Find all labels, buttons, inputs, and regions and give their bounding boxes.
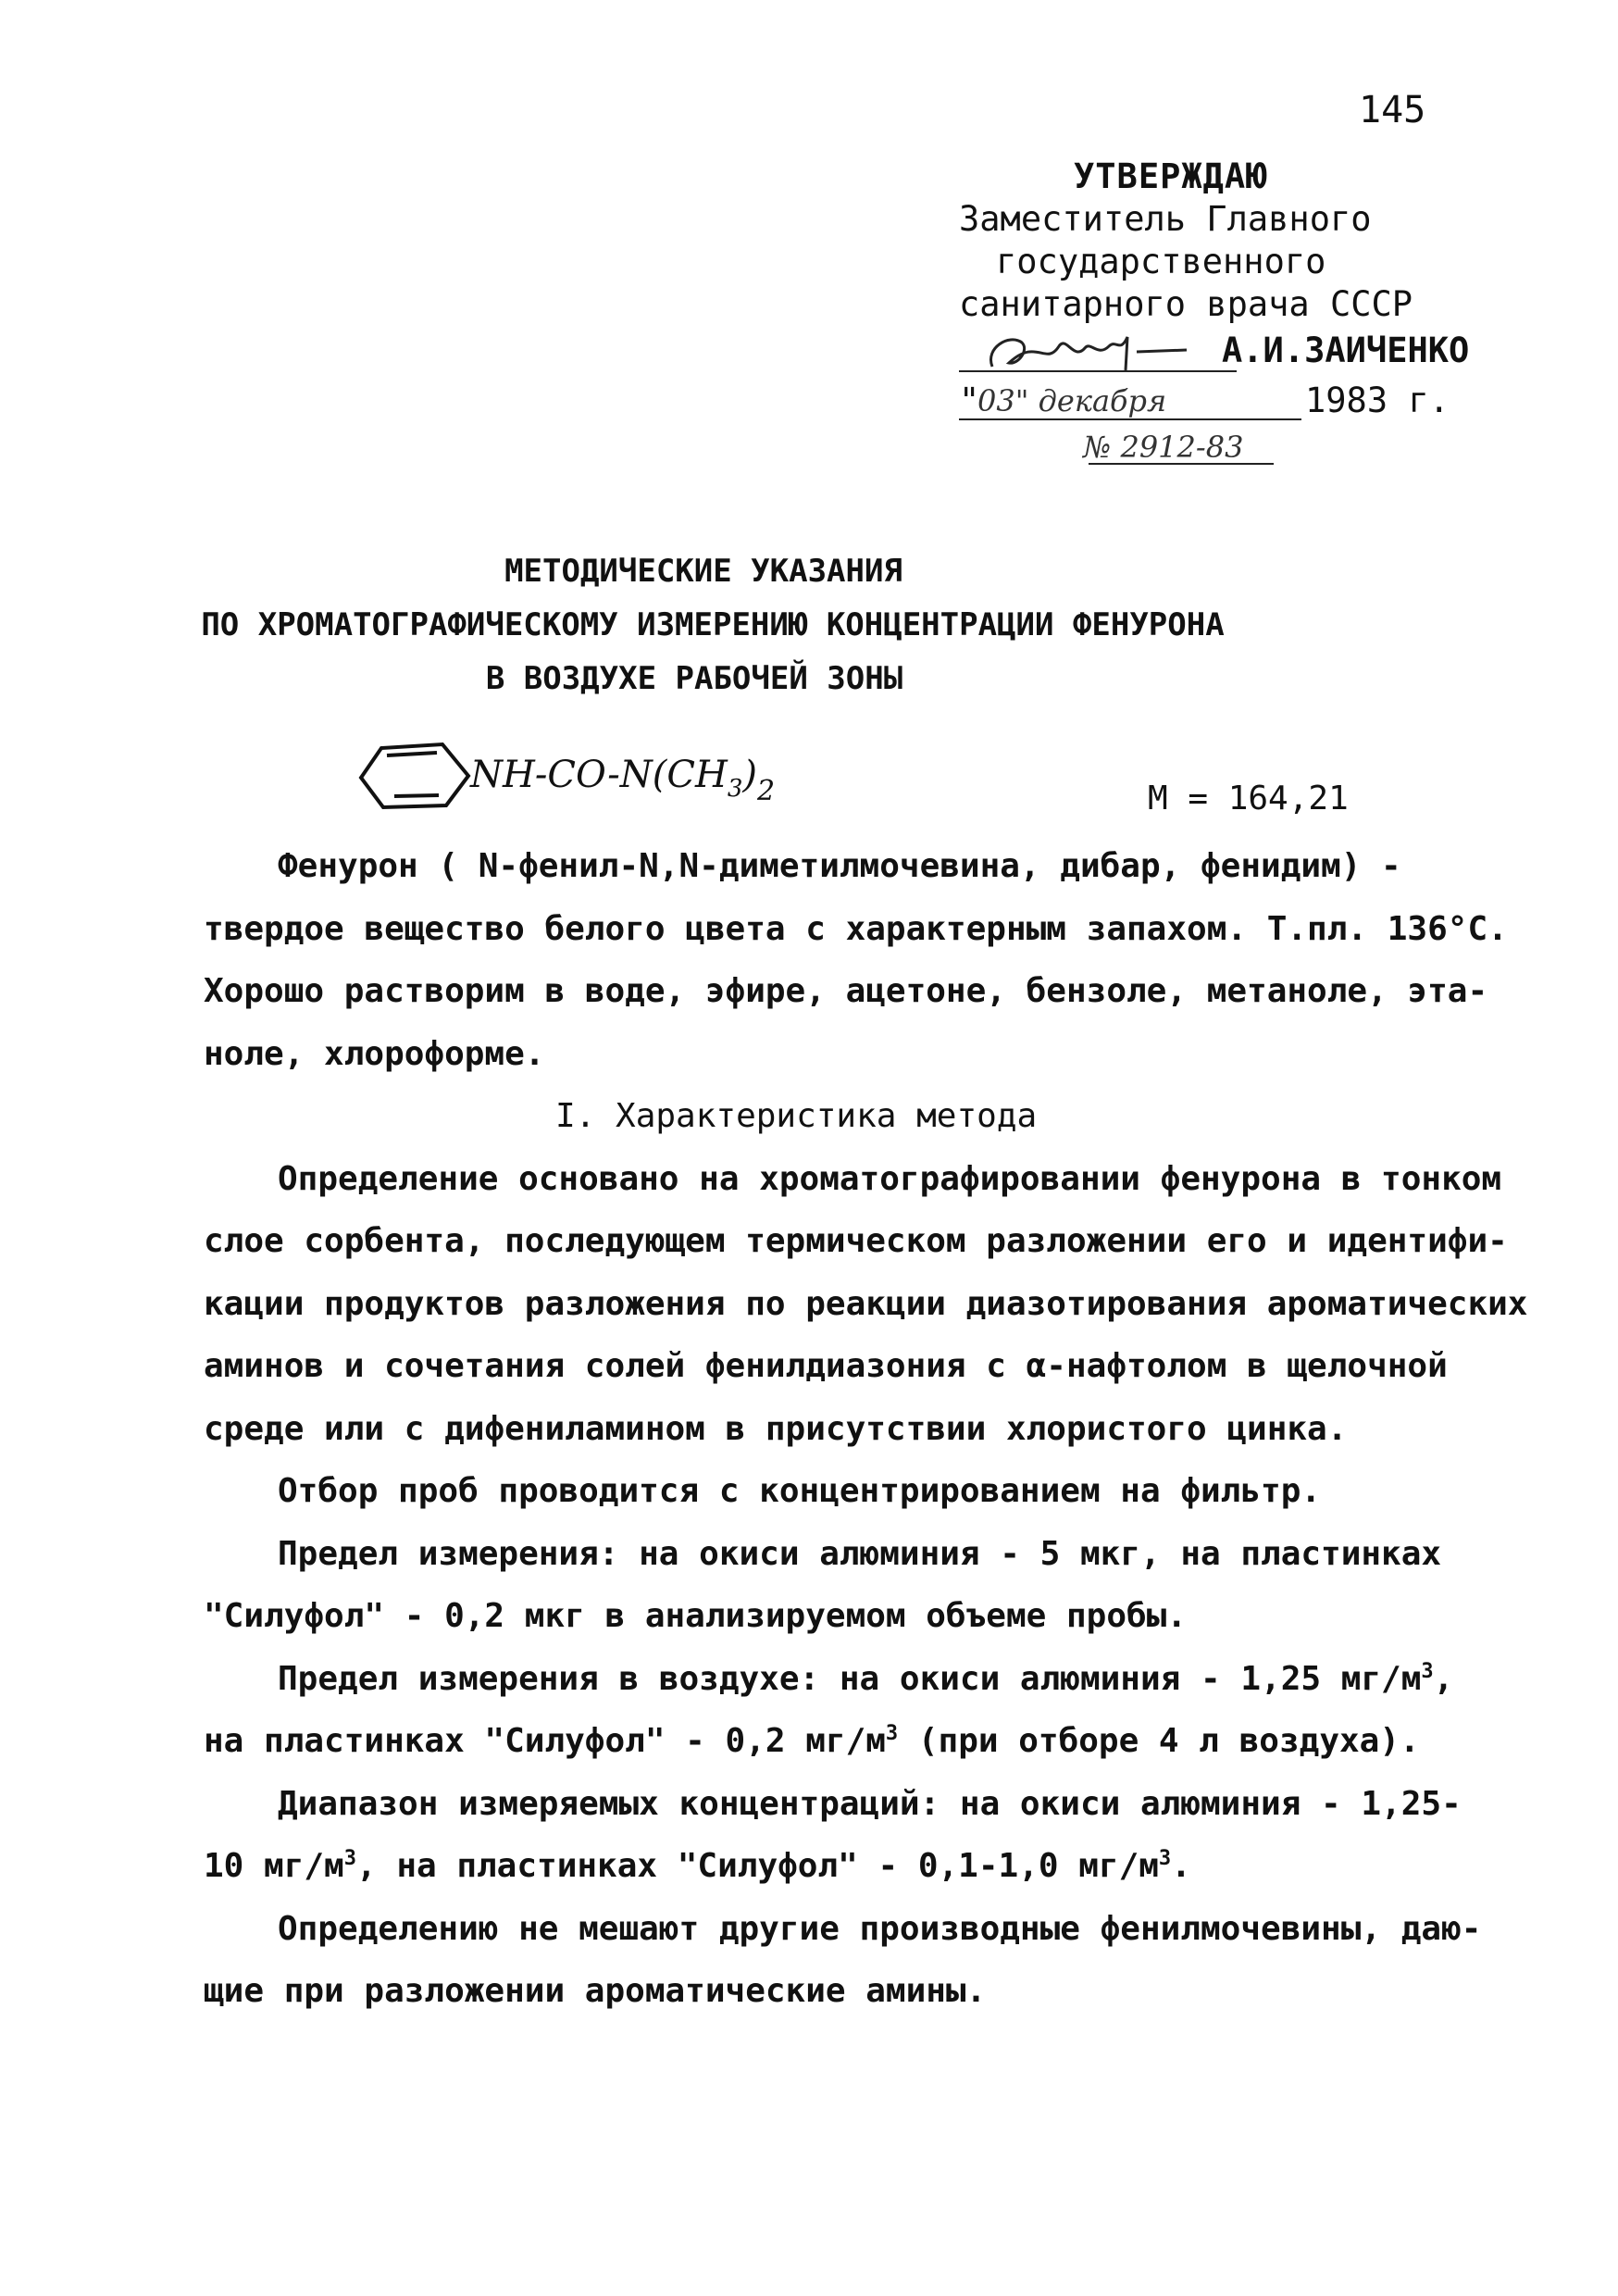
signature-line (944, 326, 1518, 378)
formula-sub1: 3 (727, 775, 743, 803)
method-line: Определение основано на хроматографировании фенурона в тонком (278, 1159, 1502, 1198)
section-heading: I. Характеристика метода (555, 1097, 1038, 1135)
registration-line (944, 426, 1518, 472)
title-line1: МЕТОДИЧЕСКИЕ УКАЗАНИЯ (504, 553, 902, 590)
title-line3: В ВОЗДУХЕ РАБОЧЕЙ ЗОНЫ (485, 660, 903, 697)
intro-line: ноле, хлороформе. (204, 1034, 545, 1073)
range-line1: Диапазон измеряемых концентраций: на окиси алюминия - 1,25- (278, 1784, 1462, 1823)
range-text: 10 мг/м (204, 1847, 344, 1885)
superscript: 3 (1421, 1659, 1434, 1683)
air-limit-line2 (204, 1710, 1462, 1773)
range-text: , на пластинках "Силуфол" - 0,1-1,0 мг/м (355, 1847, 1159, 1885)
air-limit-text: на пластинках "Силуфол" - 0,2 мг/м (204, 1722, 886, 1760)
formula-sub2: 2 (757, 775, 776, 807)
formula-close: ) (742, 754, 758, 796)
intro-line: Фенурон ( N-фенил-N,N-диметилмочевина, дибар, фенидим) - (278, 847, 1401, 885)
svg-text:NH-CO-N(CH3)2 (469, 754, 775, 807)
registration-number: № 2912-83 (1083, 430, 1244, 465)
document-title (167, 544, 1259, 705)
page-number: 145 (1359, 89, 1426, 131)
structural-formula (354, 733, 835, 817)
title-line2: ПО ХРОМАТОГРАФИЧЕСКОМУ ИЗМЕРЕНИЮ КОНЦЕНТРАЦИИ ФЕНУРОНА (201, 606, 1225, 643)
signature-underline (959, 370, 1237, 372)
approval-heading: УТВЕРЖДАЮ (1074, 156, 1268, 196)
benzene-ring-icon (361, 744, 468, 807)
approval-date-line (944, 378, 1518, 426)
approval-position-line2: государственного (996, 242, 1326, 281)
intro-line: Хорошо растворим в воде, эфире, ацетоне, бензоле, метаноле, эта- (204, 972, 1488, 1010)
method-line: аминов и сочетания солей фенилдиазония с α-нафтолом в щелочной (204, 1347, 1448, 1385)
date-underline (959, 418, 1301, 420)
method-line: слое сорбента, последующем термическом разложении его и идентифи- (204, 1222, 1508, 1260)
approval-block (944, 156, 1518, 472)
approval-position-line1: Заместитель Главного (959, 199, 1372, 239)
superscript: 3 (1158, 1847, 1172, 1870)
comma: , (1433, 1659, 1454, 1698)
method-line: кации продуктов разложения по реакции диазотирования ароматических (204, 1284, 1528, 1323)
range-text: . (1171, 1847, 1191, 1885)
intro-line: твердое вещество белого цвета с характерным запахом. Т.пл. 136°С. (204, 909, 1508, 948)
handwritten-date: 03" декабря (977, 383, 1167, 418)
detection-limit-line: "Силуфол" - 0,2 мкг в анализируемом объеме пробы. (204, 1597, 1188, 1635)
approval-position-line3: санитарного врача СССР (959, 284, 1413, 324)
formula-main: NH-CO-N(CH (470, 754, 728, 796)
date-quote: " (959, 381, 980, 420)
molar-mass: М = 164,21 (1148, 780, 1349, 817)
air-limit-text: Предел измерения в воздухе: на окиси алюминия - 1,25 мг/м (278, 1659, 1422, 1698)
interference-line: щие при разложении ароматические амины. (204, 1972, 987, 2010)
method-line: среде или с дифениламином в присутствии хлористого цинка. (204, 1409, 1348, 1448)
range-line2 (204, 1835, 1462, 1898)
approval-year: 1983 г. (1305, 381, 1450, 420)
sampling-line: Отбор проб проводится с концентрированием на фильтр. (278, 1472, 1322, 1510)
signatory-name: А.И.ЗАИЧЕНКО (1222, 331, 1470, 370)
superscript: 3 (885, 1722, 899, 1745)
superscript: 3 (343, 1847, 356, 1870)
registration-underline (1089, 463, 1274, 465)
air-limit-text: (при отборе 4 л воздуха). (898, 1722, 1420, 1760)
document-body (204, 835, 1528, 2023)
interference-line: Определению не мешают другие производные фенилмочевины, даю- (278, 1909, 1482, 1948)
detection-limit-line: Предел измерения: на окиси алюминия - 5 мкг, на пластинках (278, 1534, 1442, 1573)
air-limit-line1 (204, 1648, 1462, 1711)
